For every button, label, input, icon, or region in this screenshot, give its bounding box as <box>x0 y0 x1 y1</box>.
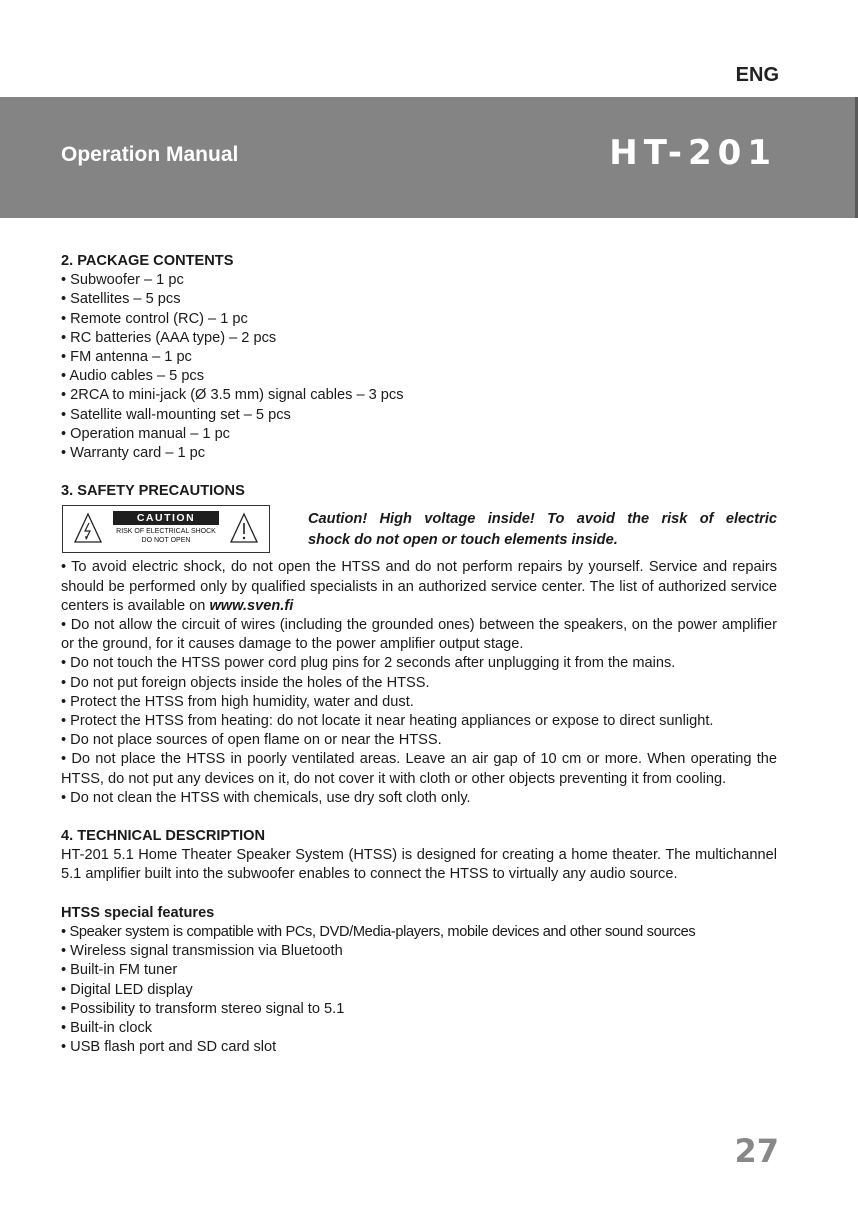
list-item: • FM antenna – 1 pc <box>61 349 192 366</box>
website-link[interactable]: www.sven.fi <box>209 597 294 614</box>
list-item: • Remote control (RC) – 1 pc <box>61 310 248 327</box>
page-content <box>61 252 777 1057</box>
safety-item <box>61 558 777 616</box>
list-item: • Audio cables – 5 pcs <box>61 368 205 385</box>
feature-item: • Built-in clock <box>61 1019 153 1036</box>
caution-warning-text <box>308 509 777 551</box>
safety-item-text: • To avoid electric shock, do not open the HTSS and do not perform repairs by yourself. Service and repairs should be performed only by qualified specialists in an authorized service center. The list of authorized service centers is available on <box>61 559 777 614</box>
feature-item: • Wireless signal transmission via Bluetooth <box>61 943 343 960</box>
caution-small-line: DO NOT OPEN <box>141 537 191 545</box>
language-label: ENG <box>735 64 779 86</box>
caution-small-line: RISK OF ELECTRICAL SHOCK <box>116 528 216 536</box>
list-item: • Satellites – 5 pcs <box>61 291 181 308</box>
section-heading-safety: 3. SAFETY PRECAUTIONS <box>61 483 245 500</box>
list-item: • Subwoofer – 1 pc <box>61 272 184 289</box>
model-logo: HT-201 <box>609 133 777 173</box>
feature-item: • Digital LED display <box>61 981 193 998</box>
caution-block <box>61 505 777 553</box>
safety-item: • Do not place sources of open flame on or near the HTSS. <box>61 732 442 749</box>
technical-description: HT-201 5.1 Home Theater Speaker System (HTSS) is designed for creating a home theater. The multichannel 5.1 amplifier built into the subwoofer enables to connect the HTSS to virtually any audio source. <box>61 847 777 883</box>
caution-line: shock do not open or touch elements inside. <box>308 532 618 549</box>
safety-item: • Do not touch the HTSS power cord plug pins for 2 seconds after unplugging it from the mains. <box>61 655 676 672</box>
feature-item: • Speaker system is compatible with PCs, DVD/Media-players, mobile devices and other sound sources <box>61 923 696 940</box>
list-item: • RC batteries (AAA type) – 2 pcs <box>61 329 277 346</box>
safety-item: • Protect the HTSS from heating: do not locate it near heating appliances or expose to direct sunlight. <box>61 713 714 730</box>
features-heading: HTSS special features <box>61 904 215 921</box>
page-number: 27 <box>734 1132 779 1170</box>
lightning-warning-icon <box>73 512 103 544</box>
safety-item: • Do not allow the circuit of wires (including the grounded ones) between the speakers, on the power amplifier or the ground, for it causes damage to the power amplifier output stage. <box>61 617 777 653</box>
list-item: • Operation manual – 1 pc <box>61 425 230 442</box>
section-heading-technical: 4. TECHNICAL DESCRIPTION <box>61 828 266 845</box>
safety-item: • Protect the HTSS from high humidity, water and dust. <box>61 693 414 710</box>
manual-title: Operation Manual <box>61 143 239 166</box>
safety-item: • Do not place the HTSS in poorly ventilated areas. Leave an air gap of 10 cm or more. When operating the HTSS, do not put any devices on it, do not cover it with cloth or other objects preventing it from cooling. <box>61 751 777 787</box>
feature-item: • Built-in FM tuner <box>61 962 178 979</box>
feature-item: • Possibility to transform stereo signal to 5.1 <box>61 1000 345 1017</box>
list-item: • Warranty card – 1 pc <box>61 445 206 462</box>
safety-item: • Do not put foreign objects inside the holes of the HTSS. <box>61 674 430 691</box>
caution-label-graphic <box>62 505 270 553</box>
safety-item: • Do not clean the HTSS with chemicals, use dry soft cloth only. <box>61 789 471 806</box>
list-item: • Satellite wall-mounting set – 5 pcs <box>61 406 291 423</box>
header-band <box>0 97 858 218</box>
caution-small-text <box>113 527 219 545</box>
list-item: • 2RCA to mini-jack (Ø 3.5 mm) signal cables – 3 pcs <box>61 387 404 404</box>
caution-badge: CAUTION <box>113 511 219 525</box>
caution-line: Caution! High voltage inside! To avoid the risk of electric <box>308 511 777 528</box>
exclamation-warning-icon <box>229 512 259 544</box>
feature-item: • USB flash port and SD card slot <box>61 1039 277 1056</box>
section-heading-package: 2. PACKAGE CONTENTS <box>61 253 234 269</box>
